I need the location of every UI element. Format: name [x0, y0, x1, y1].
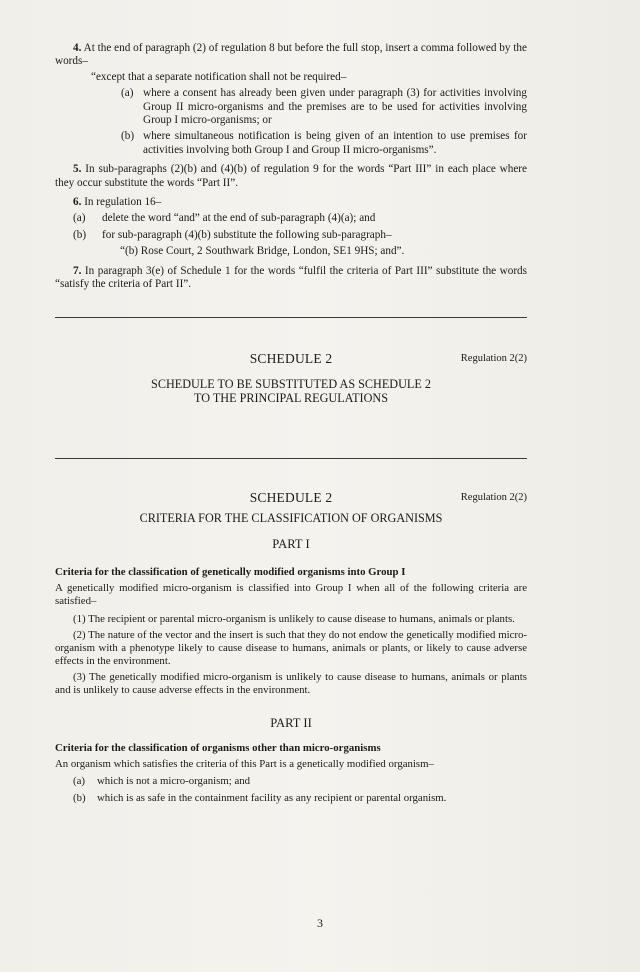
paragraph-number: 4. [73, 42, 82, 54]
list-item [55, 229, 527, 242]
divider-rule [55, 458, 527, 459]
item-text: where a consent has already been given under paragraph (3) for activities involving Group II micro-organisms and the premises are to be used for activities involving Group I micro-organisms; or [143, 87, 527, 127]
paragraph-number: 5. [73, 163, 82, 176]
item-label: (b) [73, 228, 87, 241]
criterion-3: (3) The genetically modified micro-organism is unlikely to cause disease to humans, animals or plants and is unlikely to cause adverse effects in the environment. [55, 671, 527, 696]
paragraph-4 [55, 42, 527, 69]
item-text: which is not a micro-organism; and [97, 775, 251, 787]
paragraph-text: In regulation 16– [84, 196, 162, 209]
item-text: which is as safe in the containment facility as any recipient or parental organism. [97, 792, 447, 804]
paragraph-text: In paragraph 3(e) of Schedule 1 for the words “fulfil the criteria of Part III” substitute the words “satisfy the criteria of Part II”. [55, 264, 527, 291]
schedule-subtitle-line2: TO THE PRINCIPAL REGULATIONS [194, 391, 388, 405]
item-text: for sub-paragraph (4)(b) substitute the following sub-paragraph– [102, 228, 392, 241]
schedule-subtitle-line1: SCHEDULE TO BE SUBSTITUTED AS SCHEDULE 2 [151, 377, 431, 391]
paragraph-6 [55, 196, 527, 209]
item-label: (a) [121, 87, 134, 100]
item-label: (b) [73, 792, 86, 804]
list-item [55, 212, 527, 225]
paragraph-7 [55, 265, 527, 292]
criterion-1: (1) The recipient or parental micro-organism is unlikely to cause disease to humans, animals or plants. [73, 613, 515, 625]
part-1-title: PART I [272, 537, 310, 551]
page-number: 3 [317, 916, 323, 930]
paragraph-text: At the end of paragraph (2) of regulation 8 but before the full stop, insert a comma followed by the words– [55, 42, 527, 68]
list-item [55, 87, 527, 127]
item-label: (a) [73, 212, 86, 225]
quoted-subparagraph: “(b) Rose Court, 2 Southwark Bridge, London, SE1 9HS; and”. [120, 245, 405, 258]
part-2-heading-block [55, 716, 527, 730]
paragraph-5 [55, 163, 527, 190]
paragraph-text: In sub-paragraphs (2)(b) and (4)(b) of regulation 9 for the words “Part III” in each place where they occur substitute the words “Part II”. [55, 163, 528, 189]
item-label: (a) [73, 775, 85, 787]
list-item [55, 792, 527, 805]
schedule-title: SCHEDULE 2 [249, 490, 333, 505]
part-2-section [55, 742, 527, 805]
divider-rule [55, 317, 527, 318]
quoted-text: “except that a separate notification shall not be required– [91, 70, 347, 83]
paragraph-number: 7. [73, 264, 82, 277]
part-1-intro: A genetically modified micro-organism is classified into Group I when all of the following criteria are satisfied– [55, 582, 527, 607]
item-text: delete the word “and” at the end of sub-paragraph (4)(a); and [102, 212, 376, 225]
schedule-subtitle: CRITERIA FOR THE CLASSIFICATION OF ORGANISMS [139, 511, 443, 525]
part-2-intro: An organism which satisfies the criteria of this Part is a genetically modified organism– [55, 758, 434, 770]
part-1-section [55, 566, 527, 697]
part-2-heading: Criteria for the classification of organisms other than micro-organisms [55, 742, 381, 754]
list-item [55, 775, 527, 788]
schedule-heading-outer [55, 351, 527, 405]
schedule-title: SCHEDULE 2 [249, 351, 333, 366]
part-2-title: PART II [270, 716, 312, 730]
part-1-heading: Criteria for the classification of genetically modified organisms into Group I [55, 566, 406, 578]
item-text: where simultaneous notification is being given of an intention to use premises for activities involving both Group I and Group II micro-organisms”. [143, 130, 527, 156]
item-label: (b) [121, 130, 135, 143]
regulation-reference: Regulation 2(2) [460, 353, 527, 364]
regulation-reference: Regulation 2(2) [460, 492, 527, 503]
schedule-heading-inner [55, 490, 527, 551]
amendments-section [55, 42, 527, 292]
criterion-2: (2) The nature of the vector and the insert is such that they do not endow the genetically modified micro-organism with a phenotype likely to cause disease to humans, animals or plants, or likely to cause adverse effects in the environment. [55, 629, 527, 667]
list-item [55, 130, 527, 157]
paragraph-number: 6. [73, 196, 82, 209]
